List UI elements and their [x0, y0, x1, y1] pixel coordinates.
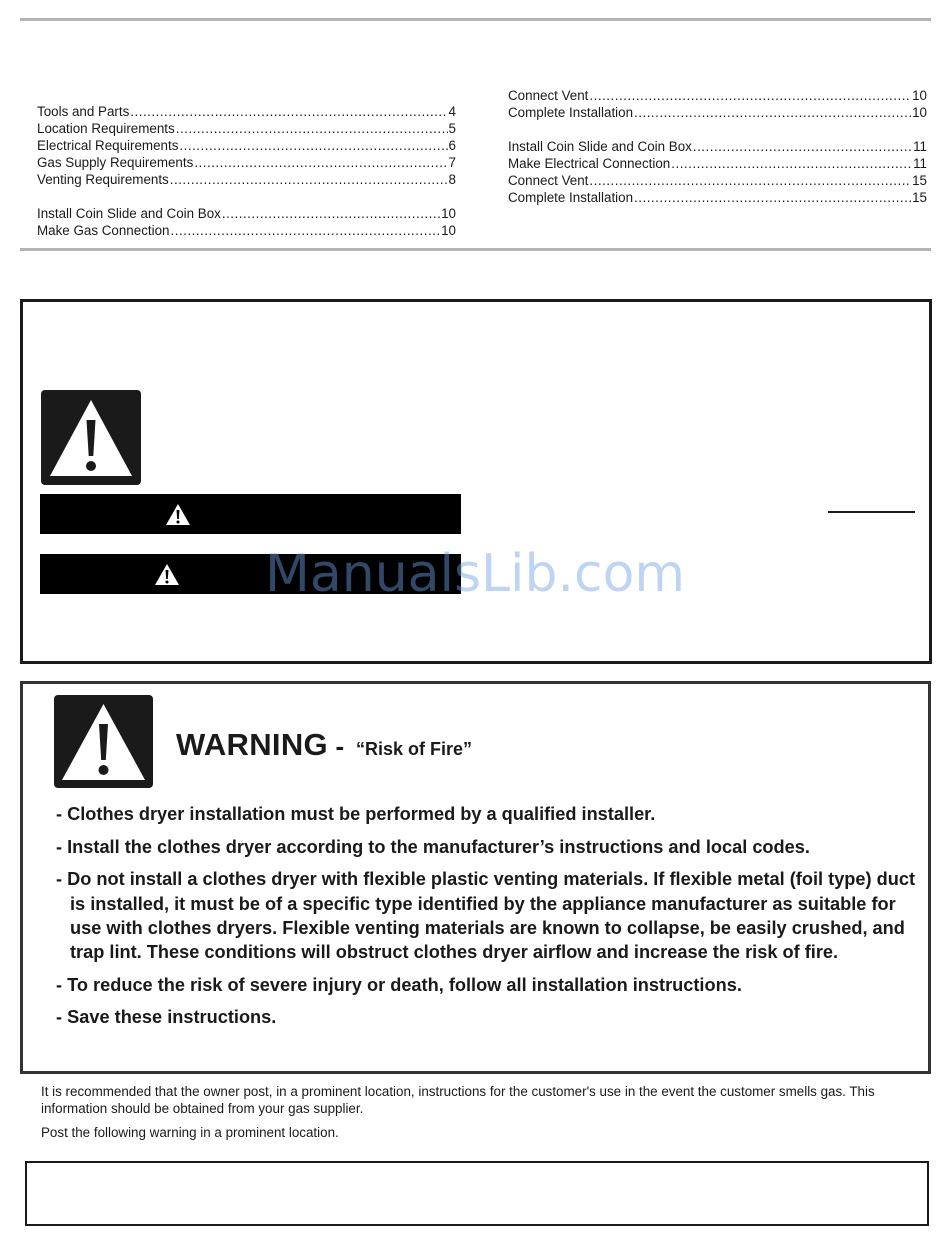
danger-signal-bar: [40, 494, 461, 534]
toc-entry[interactable]: Complete Installation ..... 10: [508, 104, 927, 121]
toc-entry[interactable]: Gas Supply Requirements ..... 7: [37, 154, 456, 171]
toc-entry[interactable]: Connect Vent ..... 10: [508, 87, 927, 104]
alert-triangle-icon: [165, 503, 191, 526]
post-warning-paragraph: Post the following warning in a prominent location.: [41, 1125, 339, 1140]
warning-item: - To reduce the risk of severe injury or death, follow all installation instructions.: [56, 974, 742, 995]
warning-item: - Save these instructions.: [56, 1007, 277, 1028]
watermark: ManualsLib.com: [265, 544, 686, 604]
fire-warning-box: [20, 681, 931, 1074]
toc-entry[interactable]: Tools and Parts ..... 4: [37, 103, 456, 120]
toc-bottom-rule: [20, 248, 931, 251]
toc-entry[interactable]: Make Electrical Connection ..... 11: [508, 155, 927, 172]
toc-entry[interactable]: Venting Requirements ..... 8: [37, 171, 456, 188]
toc-entry[interactable]: Connect Vent ..... 15: [508, 172, 927, 189]
underline-mark: [828, 511, 915, 513]
warning-item: - Clothes dryer installation must be performed by a qualified installer.: [56, 804, 656, 824]
toc-entry[interactable]: Location Requirements ..... 5: [37, 120, 456, 137]
warning-item: - Install the clothes dryer according to the manufacturer’s instructions and local codes.: [56, 836, 810, 857]
toc-entry[interactable]: Complete Installation ..... 15: [508, 189, 927, 206]
gas-warning-box: [25, 1161, 929, 1226]
toc-left-column: [37, 103, 456, 239]
alert-triangle-icon: [154, 563, 180, 586]
warning-list: [56, 802, 916, 1038]
toc-entry[interactable]: Install Coin Slide and Coin Box ..... 10: [37, 205, 456, 222]
gas-notice-paragraph: It is recommended that the owner post, in a prominent location, instructions for the customer's use in the event the customer smells gas. This information should be obtained from your gas supplier.: [41, 1084, 875, 1116]
toc-entry[interactable]: Electrical Requirements ..... 6: [37, 137, 456, 154]
toc-entry[interactable]: Install Coin Slide and Coin Box ..... 11: [508, 138, 927, 155]
toc-right-column: [508, 87, 927, 206]
toc-entry[interactable]: Make Gas Connection ..... 10: [37, 222, 456, 239]
safety-alert-symbol: [41, 390, 141, 485]
warning-symbol-icon: [54, 695, 153, 788]
safety-info-box: [20, 299, 932, 664]
warning-title: WARNING - “Risk of Fire”: [176, 727, 472, 762]
top-rule: [20, 18, 931, 21]
warning-item: - Do not install a clothes dryer with flexible plastic venting materials. If flexible metal (foil type) duct is installed, it must be of a specific type identified by the appliance manufacturer as suitable for use with clothes dryers. Flexible venting materials are known to collapse, be easily crushed, and trap lint. These conditions will obstruct clothes dryer airflow and increase the risk of fire.: [56, 869, 916, 963]
